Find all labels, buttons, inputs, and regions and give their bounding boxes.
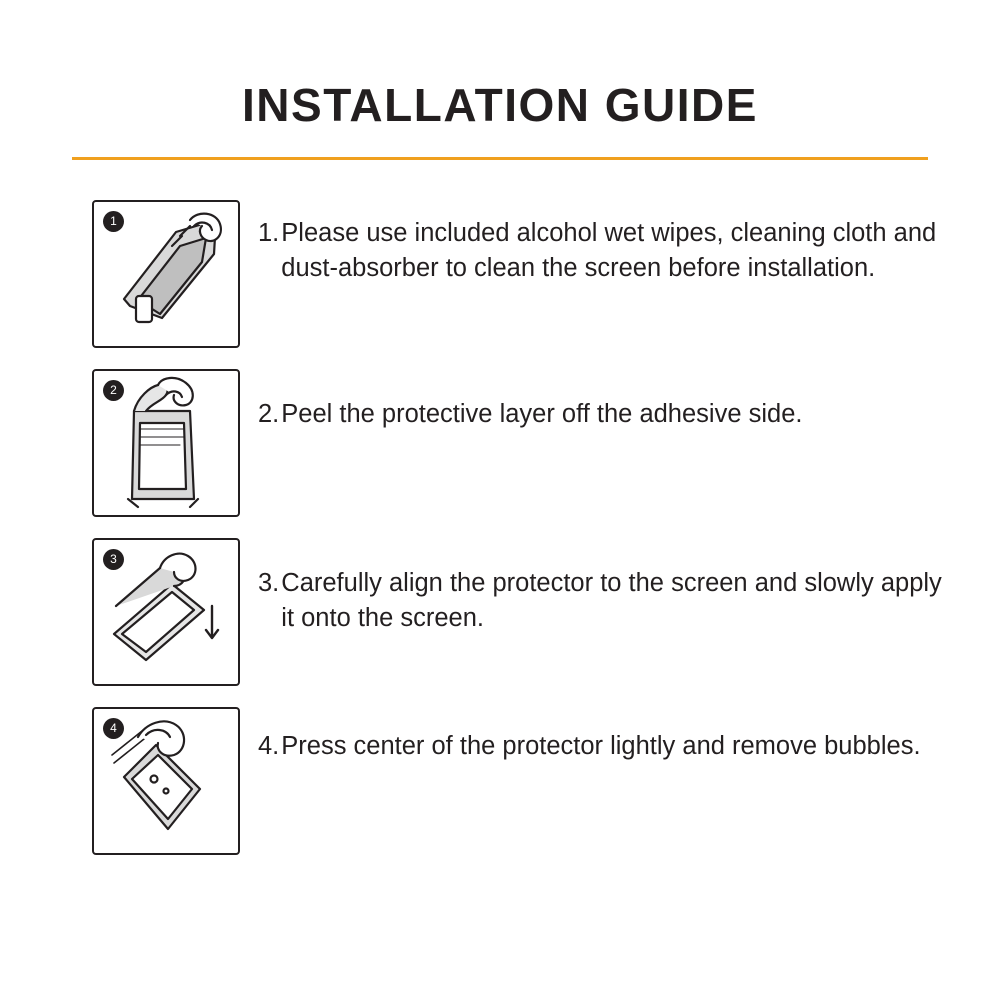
step-3-number: 3.	[258, 569, 280, 597]
step-2-body: Peel the protective layer off the adhesive side.	[281, 400, 803, 428]
step-3-body: Carefully align the protector to the screen and slowly apply it onto the screen.	[281, 569, 942, 632]
step-4-text	[258, 707, 948, 764]
list-item	[0, 707, 1000, 855]
step-1-text	[258, 200, 948, 286]
step-2-badge: 2	[103, 380, 124, 401]
step-2-number: 2.	[258, 400, 280, 428]
step-2-text	[258, 369, 948, 432]
step-1-body: Please use included alcohol wet wipes, cleaning cloth and dust-absorber to clean the screen before installation.	[281, 219, 937, 282]
step-4-number: 4.	[258, 732, 280, 760]
step-1-number: 1.	[258, 219, 280, 247]
list-item	[0, 200, 1000, 348]
step-3-badge: 3	[103, 549, 124, 570]
step-4-body: Press center of the protector lightly and remove bubbles.	[281, 732, 921, 760]
steps-list	[0, 200, 1000, 876]
list-item	[0, 369, 1000, 517]
step-1-illustration	[92, 200, 240, 348]
step-4-badge: 4	[103, 718, 124, 739]
list-item	[0, 538, 1000, 686]
title-divider	[72, 157, 928, 160]
step-3-text	[258, 538, 948, 636]
step-2-illustration	[92, 369, 240, 517]
step-4-illustration	[92, 707, 240, 855]
step-1-badge: 1	[103, 211, 124, 232]
page-title: INSTALLATION GUIDE	[242, 79, 758, 131]
step-3-illustration	[92, 538, 240, 686]
